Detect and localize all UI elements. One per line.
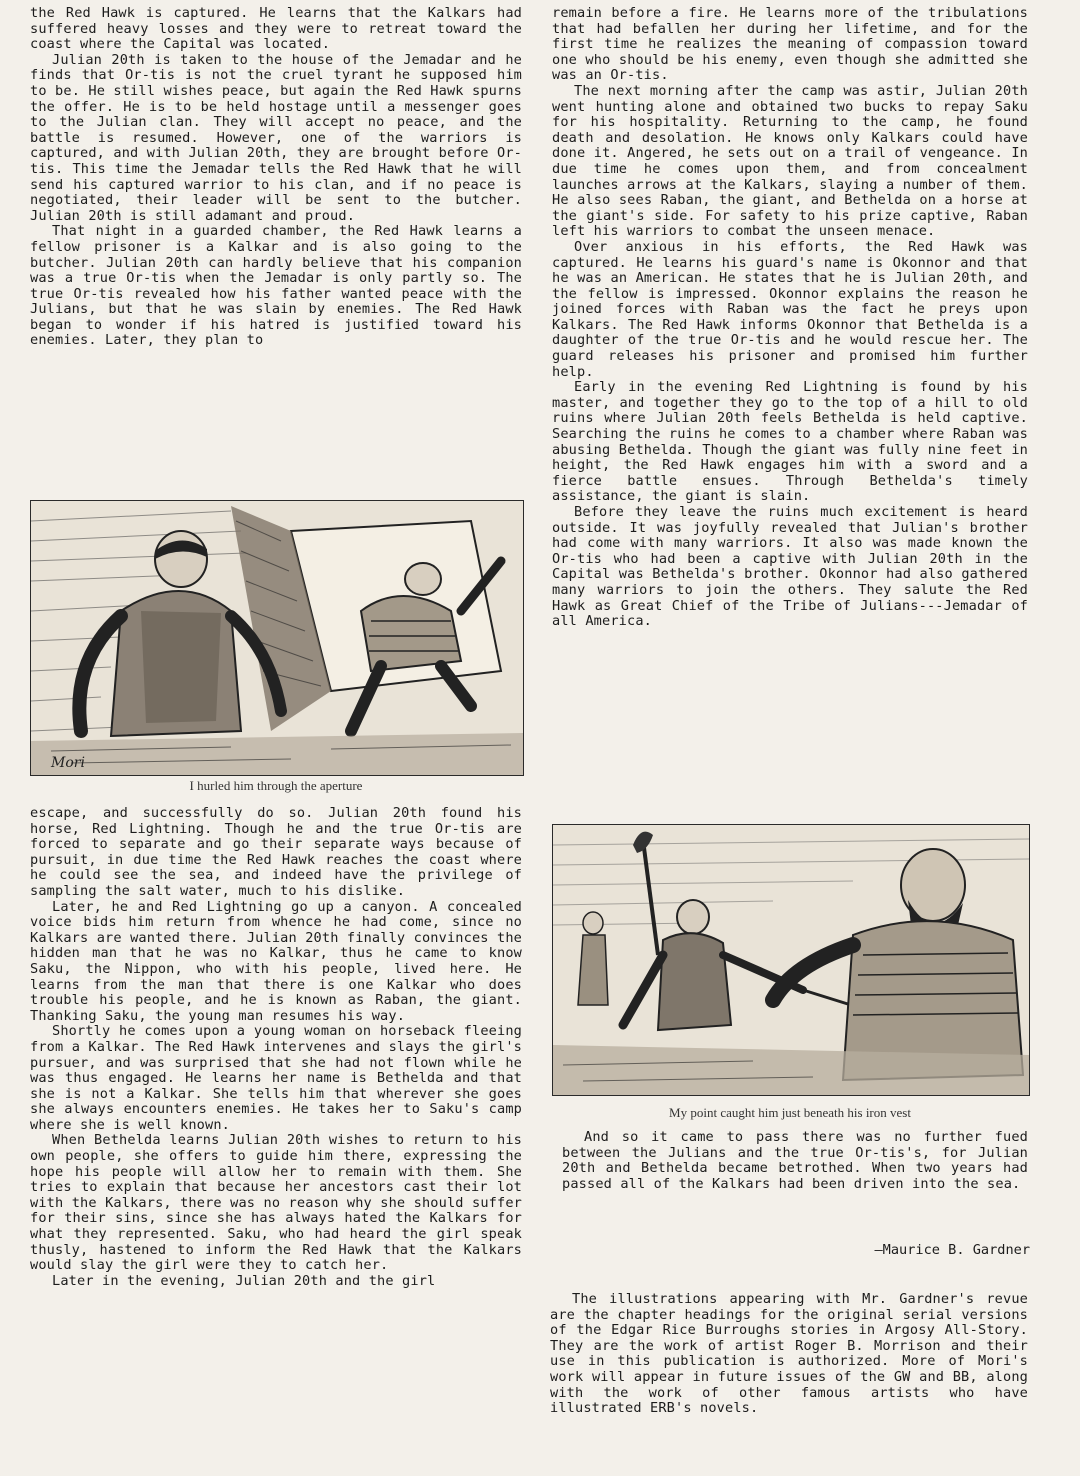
column-left-bottom — [30, 806, 522, 1289]
figure-caption: My point caught him just beneath his iron vest — [669, 1105, 911, 1120]
illustration-aperture — [30, 500, 524, 776]
paragraph: the Red Hawk is captured. He learns that the Kalkars had suffered heavy losses and they were to retreat toward the coast where the Capital was located. — [30, 5, 522, 53]
paragraph: Shortly he comes upon a young woman on horseback fleeing from a Kalkar. The Red Hawk intervenes and slays the girl's pursuer, and was surprised that she had not flown while he was thus engaged. He learns her name is Bethelda and that she is not a Kalkar. She tells him that wherever she goes she always encounters enemies. He takes her to Saku's camp where she is well known. — [30, 1023, 522, 1133]
paragraph: escape, and successfully do so. Julian 20th found his horse, Red Lightning. Though he and the true Or-tis are forced to separate and go their separate ways because of pursuit, in due time the Red Hawk reaches the coast where he could see the sea, and indeed have the privilege of sampling the salt water, much to his dislike. — [30, 805, 522, 899]
paragraph: When Bethelda learns Julian 20th wishes to return to his own people, she offers to guide him there, expressing the hope his people will allow her to remain with them. She tries to explain that because her ancestors cast their lot with the Kalkars, there was no reason why she should suffer for their sins, since she has always hated the Kalkars for what they represented. Saku, who had heard the girl speak thusly, hastened to inform the Red Hawk that the Kalkars would slay the girl were they to catch her. — [30, 1132, 522, 1274]
column-left-top — [30, 6, 522, 349]
paragraph: The illustrations appearing with Mr. Gardner's revue are the chapter headings for the original serial versions of the Edgar Rice Burroughs stories in Argosy All-Story. They are the work of artist Roger B. Morrison and their use in this publication is authorized. More of Mori's work will appear in future issues of the GW and BB, along with the work of other famous artists who have illustrated ERB's novels. — [550, 1291, 1028, 1417]
paragraph: The next morning after the camp was astir, Julian 20th went hunting alone and obtained two bucks to repay Saku for his hospitality. Returning to the camp, he found death and desolation. He knows only Kalkars could have done it. Angered, he sets out on a trail of vengeance. In due time he comes upon them, and from concealment launches arrows at the Kalkars, slaying a number of them. He also sees Raban, the giant, and Bethelda on a horse at the giant's side. For safety to his prize captive, Raban left his warriors to combat the unseen menace. — [552, 82, 1028, 240]
artist-signature: Mori — [51, 755, 85, 771]
illustration-iron-vest — [552, 824, 1030, 1096]
paragraph: Before they leave the ruins much excitement is heard outside. It was joyfully revealed that Julian's brother had come with many warriors. It also was made known the Or-tis who had been a captive with Julian 20th in the Capital was Bethelda's brother. Okonnor had also gathered many warriors to join the others. They salute the Red Hawk as Great Chief of the Tribe of Julians---Jemadar of all America. — [552, 504, 1028, 630]
paragraph: Over anxious in his efforts, the Red Hawk was captured. He learns his guard's name is Okonnor and that he was an American. He states that he is Julian 20th, and the fellow is impressed. Okonnor explains the reason he joined forces with Raban was the fact he preys upon Kalkars. The Red Hawk informs Okonnor that Bethelda is a daughter of the true Or-tis and he would rescue her. The guard releases his prisoner and promised him further help. — [552, 238, 1028, 380]
paragraph: That night in a guarded chamber, the Red Hawk learns a fellow prisoner is a Kalkar and is also going to the butcher. Julian 20th can hardly believe that his companion was a true Or-tis when the Jemadar is only partly so. The true Or-tis revealed how his father wanted peace with the Julians, but that he was slain by enemies. The Red Hawk began to wonder if his hatred is justified toward his enemies. Later, they plan to — [30, 223, 522, 349]
author-signature: —Maurice B. Gardner — [874, 1242, 1030, 1258]
paragraph: Later in the evening, Julian 20th and the girl — [52, 1272, 436, 1289]
paragraph: remain before a fire. He learns more of the tribulations that had befallen her during her lifetime, and for the first time he realizes the meaning of compassion toward one who should be his enemy, even though she admitted she was an Or-tis. — [552, 5, 1028, 84]
column-right-top — [552, 6, 1028, 630]
illustration-aperture-drawing — [31, 501, 523, 775]
column-right-ending — [562, 1130, 1028, 1192]
paragraph: Early in the evening Red Lightning is found by his master, and together they go to the top of a hill to old ruins where Julian 20th feels Bethelda is held captive. Searching the ruins he comes to a chamber where Raban was abusing Bethelda. Though the giant was fully nine feet in height, the Red Hawk engages him with a sword and a fierce battle ensues. Through Bethelda's timely assistance, the giant is slain. — [552, 379, 1028, 505]
illustration-iron-vest-drawing — [553, 825, 1029, 1095]
paragraph: Later, he and Red Lightning go up a canyon. A concealed voice bids him return from whence he had come, since no Kalkars are wanted there. Julian 20th finally convinces the hidden man that he was no Kalkar, thus he came to know Saku, the Nippon, who with his people, lived here. He learns from the man that there is one Kalkar who does trouble his people, and he is known as Raban, the giant. Thanking Saku, the young man resumes his way. — [30, 898, 522, 1024]
figure-caption: I hurled him through the aperture — [189, 778, 363, 793]
paragraph: Julian 20th is taken to the house of the Jemadar and he finds that Or-tis is not the cruel tyrant he supposed him to be. He still wishes peace, but again the Red Hawk spurns the offer. He is to be held hostage until a messenger goes to the Julian clan. They will accept no peace, and the battle is resumed. However, one of the warriors is captured, and with Julian 20th, they are brought before Or-tis. This time the Jemadar tells the Red Hawk that he will send his captured warrior to his clan, and if no peace is negotiated, their leader will be sent to the butcher. Julian 20th is still adamant and proud. — [30, 51, 522, 224]
column-right-credits — [550, 1292, 1028, 1417]
paragraph: And so it came to pass there was no further fued between the Julians and the true Or-tis's, for Julian 20th and Bethelda became betrothed. When two years had passed all of the Kalkars had been driven into the sea. — [562, 1129, 1028, 1192]
